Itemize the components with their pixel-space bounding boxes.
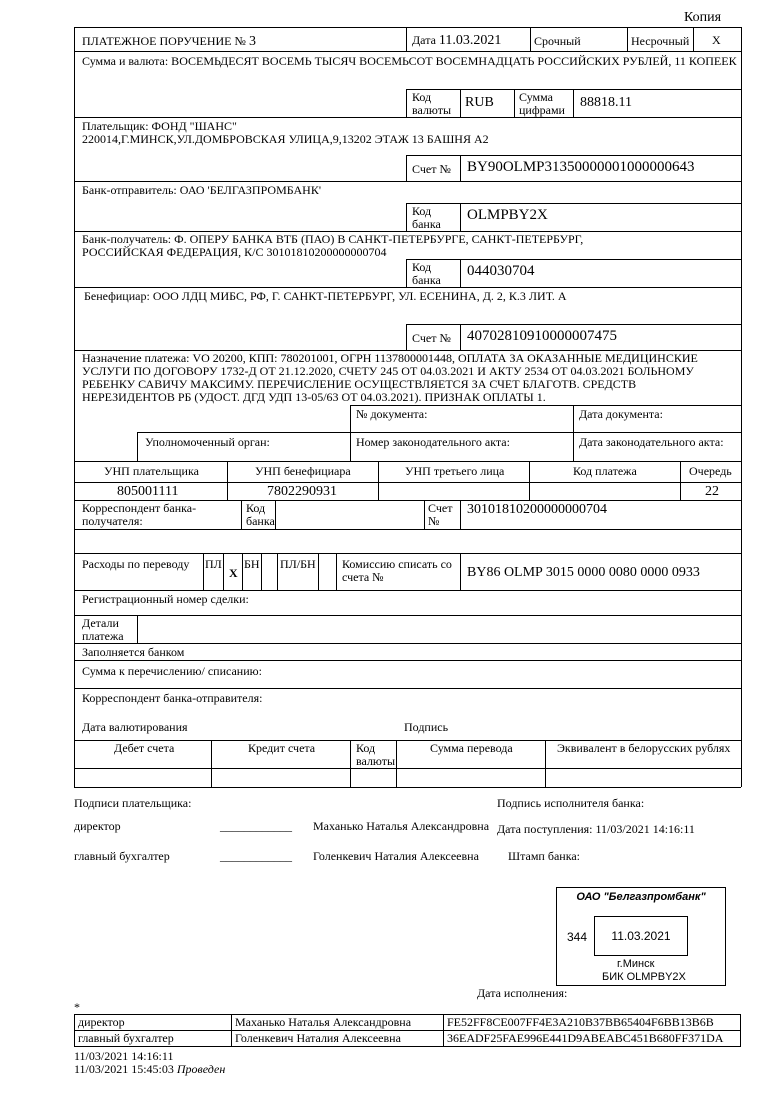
sender-bank-code: OLMPBY2X: [467, 207, 548, 223]
payer-signatures-label: Подписи плательщика:: [74, 796, 192, 810]
correspondent-code-label: Код банка: [246, 501, 275, 528]
sig-hash: FE52FF8CE007FF4E3A210B37BB65404F6BB13B6B: [444, 1015, 741, 1031]
order-date: 11.03.2021: [438, 33, 502, 48]
currency-code: RUB: [465, 95, 494, 110]
payer-account-label: Счет №: [412, 162, 451, 176]
receipt-date: Дата поступления: 11/03/2021 14:16:11: [497, 822, 695, 836]
sig-role: директор: [75, 1015, 232, 1031]
expenses-plbn: ПЛ/БН: [280, 557, 316, 571]
amount-words: Сумма и валюта: ВОСЕМЬДЕСЯТ ВОСЕМЬ ТЫСЯЧ ВОСЕМЬСОТ ВОСЕМНАДЦАТЬ РОССИЙСКИХ РУБЛЕЙ, 11 КОПЕЕК: [82, 54, 737, 68]
stamp-date-box: [594, 916, 688, 956]
queue: 22: [705, 484, 719, 499]
signature-label: Подпись: [404, 720, 449, 734]
commission-account: BY86 OLMP 3015 0000 0080 0000 0933: [467, 565, 700, 580]
doc-date-label: Дата документа:: [579, 407, 663, 421]
footer-time-1: 11/03/2021 14:16:11: [74, 1049, 174, 1063]
accountant-line: ____________: [220, 849, 292, 863]
benef-unp: 7802290931: [267, 484, 337, 499]
footer-time-2: 11/03/2021 15:45:03 Проведен: [74, 1062, 226, 1076]
payer-unp: 805001111: [117, 484, 179, 499]
equivalent-header: Эквивалент в белорусских рублях: [557, 741, 731, 755]
bank-stamp-label: Штамп банка:: [508, 849, 580, 863]
doc-number-label: № документа:: [356, 407, 428, 421]
director-name: Маханько Наталья Александровна: [313, 819, 490, 833]
form-title: ПЛАТЕЖНОЕ ПОРУЧЕНИЕ № 3: [82, 34, 256, 49]
accountant-name: Голенкевич Наталия Алексеевна: [313, 849, 479, 863]
nonurgent-mark: X: [712, 33, 721, 47]
currency-code-label: Код валюты: [412, 90, 452, 117]
order-number: 3: [248, 34, 256, 49]
value-date-label: Дата валютирования: [82, 720, 188, 734]
sig-hash: 36EADF25FAE996E441D9ABEABC451B680FF371DA: [444, 1031, 741, 1047]
table-row: [75, 1015, 741, 1031]
stamp-bik: БИК OLMPBY2X: [602, 971, 686, 983]
sig-role: главный бухгалтер: [75, 1031, 232, 1047]
sender-bank: Банк-отправитель: ОАО 'БЕЛГАЗПРОМБАНК': [82, 183, 321, 197]
benef-unp-label: УНП бенефициара: [255, 464, 351, 478]
authority-label: Уполномоченный орган:: [145, 435, 270, 449]
accountant-label: главный бухгалтер: [74, 849, 170, 863]
correspondent-label: Корреспондент банка-получателя:: [82, 501, 197, 528]
digital-signature-table: [74, 1014, 741, 1047]
director-label: директор: [74, 819, 121, 833]
payer-account: BY90OLMP31350000001000000643: [467, 159, 695, 175]
asterisk: *: [74, 1000, 80, 1014]
sender-bank-code-label: Код банка: [412, 204, 441, 231]
sig-name: Маханько Наталья Александровна: [232, 1015, 444, 1031]
expenses-bn: БН: [244, 557, 260, 571]
receiver-bank-code: 044030704: [467, 263, 535, 279]
deal-reg-label: Регистрационный номер сделки:: [82, 592, 249, 606]
expenses-label: Расходы по переводу: [82, 557, 190, 571]
stamp-number: 344: [567, 930, 588, 944]
currency-header: Код валюты: [356, 741, 396, 768]
beneficiary-account-label: Счет №: [412, 331, 451, 345]
debit-header: Дебет счета: [114, 741, 175, 755]
expenses-pl-mark: X: [229, 566, 238, 580]
details-label: Детали платежа: [82, 616, 124, 643]
director-line: ____________: [220, 819, 292, 833]
sig-name: Голенкевич Наталия Алексеевна: [232, 1031, 444, 1047]
third-unp-label: УНП третьего лица: [405, 464, 505, 478]
receiver-bank: Банк-получатель: Ф. ОПЕРУ БАНКА ВТБ (ПАО) В САНКТ-ПЕТЕРБУРГЕ, САНКТ-ПЕТЕРБУРГ, РОССИЙСКАЯ ФЕДЕРАЦИЯ, К/С 30101810200000000704: [82, 232, 584, 259]
bank-stamp: [556, 887, 726, 986]
payer-name: Плательщик: ФОНД "ШАНС": [82, 119, 237, 133]
urgent-label: Срочный: [534, 34, 581, 48]
queue-label: Очередь: [689, 464, 732, 478]
beneficiary: Бенефициар: ООО ЛДЦ МИБС, РФ, Г. САНКТ-ПЕТЕРБУРГ, УЛ. ЕСЕНИНА, Д. 2, К.3 ЛИТ. А: [84, 289, 567, 303]
payer-unp-label: УНП плательщика: [104, 464, 199, 478]
stamp-date: 11.03.2021: [611, 929, 671, 943]
stamp-city: г.Минск: [617, 958, 655, 970]
nonurgent-label: Несрочный: [631, 34, 690, 48]
bank-signature-label: Подпись исполнителя банка:: [497, 796, 645, 810]
table-row: [75, 1031, 741, 1047]
sum-header: Сумма перевода: [430, 741, 513, 755]
payment-purpose: Назначение платежа: VO 20200, КПП: 780201001, ОГРН 1137800001448, ОПЛАТА ЗА ОКАЗАННЫЕ МЕДИЦИНСКИЕ УСЛУГИ ПО ДОГОВОРУ 1732-Д ОТ 21.12.2020, СЧЕТУ 245 ОТ 04.03.2021 И АКТУ 2534 ОТ 04.03.2021 БОЛЬНОМУ РЕБЕНКУ САВИЧУ МАКСИМУ. ПЕРЕЧИСЛЕНИЕ ОСУЩЕСТВЛЯЕТСЯ ЗА СЧЕТ БЛАГОТВ. СРЕДСТВ НЕРЕЗИДЕНТОВ РБ (УДОСТ. ДГД УДП 13-05/63 ОТ 04.03.2021). ПРИЗНАК ОПЛАТЫ 1.: [82, 351, 698, 404]
amount-digits: 88818.11: [580, 95, 632, 110]
status-text: Проведен: [176, 1062, 226, 1076]
correspondent-account-label: Счет №: [428, 501, 453, 528]
law-number-label: Номер законодательного акта:: [356, 435, 510, 449]
bank-fill-label: Заполняется банком: [82, 645, 185, 659]
exec-date-label: Дата исполнения:: [477, 986, 568, 1000]
sender-corr-label: Корреспондент банка-отправителя:: [82, 691, 263, 705]
beneficiary-account: 40702810910000007475: [467, 328, 617, 344]
correspondent-account: 30101810200000000704: [467, 502, 607, 517]
credit-header: Кредит счета: [248, 741, 316, 755]
law-date-label: Дата законодательного акта:: [579, 435, 724, 449]
transfer-sum-label: Сумма к перечислению/ списанию:: [82, 664, 262, 678]
stamp-bank-name: ОАО "Белгазпромбанк": [576, 891, 706, 903]
expenses-pl: ПЛ: [205, 557, 222, 571]
receiver-bank-code-label: Код банка: [412, 260, 441, 287]
payment-code-label: Код платежа: [573, 464, 637, 478]
amount-digits-label: Сумма цифрами: [519, 90, 565, 117]
copy-label: Копия: [684, 10, 722, 25]
payer-address: 220014,Г.МИНСК,УЛ.ДОМБРОВСКАЯ УЛИЦА,9,13202 ЭТАЖ 13 БАШНЯ А2: [82, 132, 489, 146]
date-field: Дата 11.03.2021: [412, 33, 502, 48]
commission-label: Комиссию списать со счета №: [342, 557, 452, 584]
